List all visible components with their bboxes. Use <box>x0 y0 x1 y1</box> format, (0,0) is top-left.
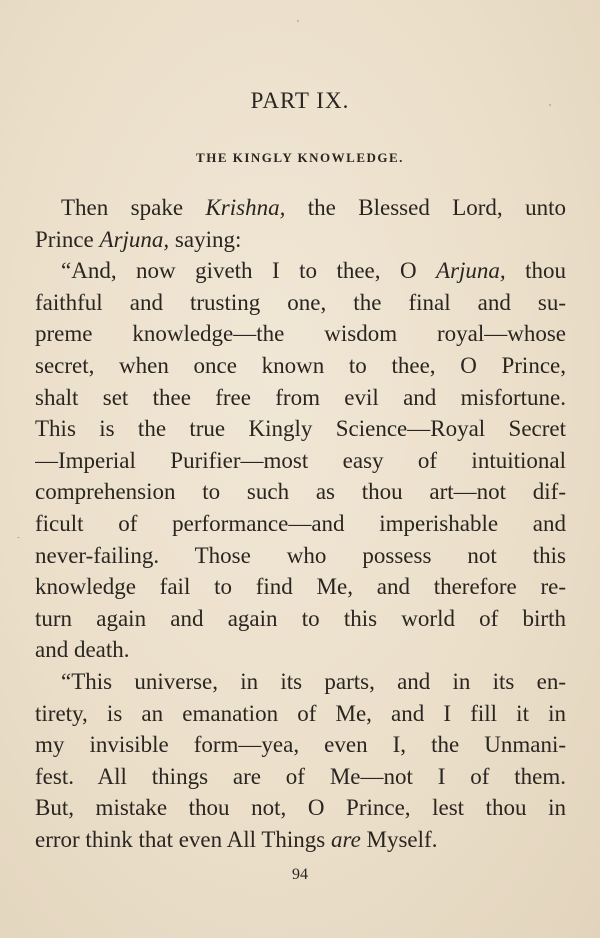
chapter-title: THE KINGLY KNOWLEDGE. <box>196 150 404 165</box>
text-run: knowledge fail to find Me, and therefore re- <box>35 574 566 600</box>
text-run: never-failing. Those who possess not this <box>35 542 566 568</box>
italic-text: are <box>330 826 361 852</box>
text-run: But, mistake thou not, O Prince, lest thou in <box>35 795 566 821</box>
text-line <box>35 413 566 445</box>
text-line <box>35 350 566 382</box>
text-run: comprehension to such as thou art—not dif- <box>35 479 566 505</box>
text-line <box>35 603 566 635</box>
text-run: my invisible form—yea, even I, the Unmani- <box>35 732 566 758</box>
text-run: preme knowledge—the wisdom royal—whose <box>35 321 566 347</box>
paper-speck <box>17 537 20 538</box>
text-line <box>35 192 566 224</box>
text-run: faithful and trusting one, the final and su- <box>35 289 566 315</box>
text-line <box>35 382 566 414</box>
text-run: Then spake <box>61 195 206 220</box>
text-run: “This universe, in its parts, and in its en- <box>61 668 566 694</box>
text-line <box>35 698 566 730</box>
part-heading: PART IX. <box>250 88 350 113</box>
text-line <box>35 729 566 761</box>
text-line <box>35 508 566 540</box>
paper-speck <box>297 20 299 22</box>
text-line <box>35 666 566 698</box>
text-line <box>35 571 566 603</box>
text-run: turn again and again to this world of birth <box>35 605 566 631</box>
text-run: the Blessed Lord, unto <box>285 195 566 220</box>
text-line <box>35 287 566 319</box>
text-run: fest. All things are of Me—not I of them. <box>35 763 566 789</box>
text-run: and death. <box>35 637 130 663</box>
text-line <box>35 634 566 666</box>
text-run: ficult of performance—and imperishable and <box>35 510 566 536</box>
text-run: error think that even All Things <box>35 826 331 852</box>
text-run: secret, when once known to thee, O Prince, <box>35 352 566 378</box>
text-run: Prince <box>35 226 100 252</box>
italic-text: Arjuna, <box>99 226 170 252</box>
text-line <box>35 540 566 572</box>
text-run: shalt set thee free from evil and misfortune. <box>35 384 566 410</box>
text-line <box>35 318 566 350</box>
body-text <box>35 192 566 855</box>
text-line <box>35 792 566 824</box>
text-line <box>35 761 566 793</box>
text-run: “And, now giveth I to thee, O <box>61 258 437 284</box>
text-line <box>35 224 566 256</box>
text-run: This is the true Kingly Science—Royal Secret <box>35 416 566 442</box>
paper-speck <box>549 104 551 106</box>
text-run: —Imperial Purifier—most easy of intuitional <box>35 447 566 473</box>
text-run: tirety, is an emanation of Me, and I fill it in <box>35 700 566 726</box>
text-run: thou <box>505 258 566 284</box>
page-number: 94 <box>292 866 308 883</box>
text-line <box>35 476 566 508</box>
text-run: saying: <box>169 226 242 252</box>
italic-text: Krishna, <box>205 195 286 220</box>
text-run: Myself. <box>360 826 438 852</box>
italic-text: Arjuna, <box>436 258 506 284</box>
text-line <box>35 255 566 287</box>
text-line <box>35 445 566 477</box>
text-line <box>35 824 566 856</box>
